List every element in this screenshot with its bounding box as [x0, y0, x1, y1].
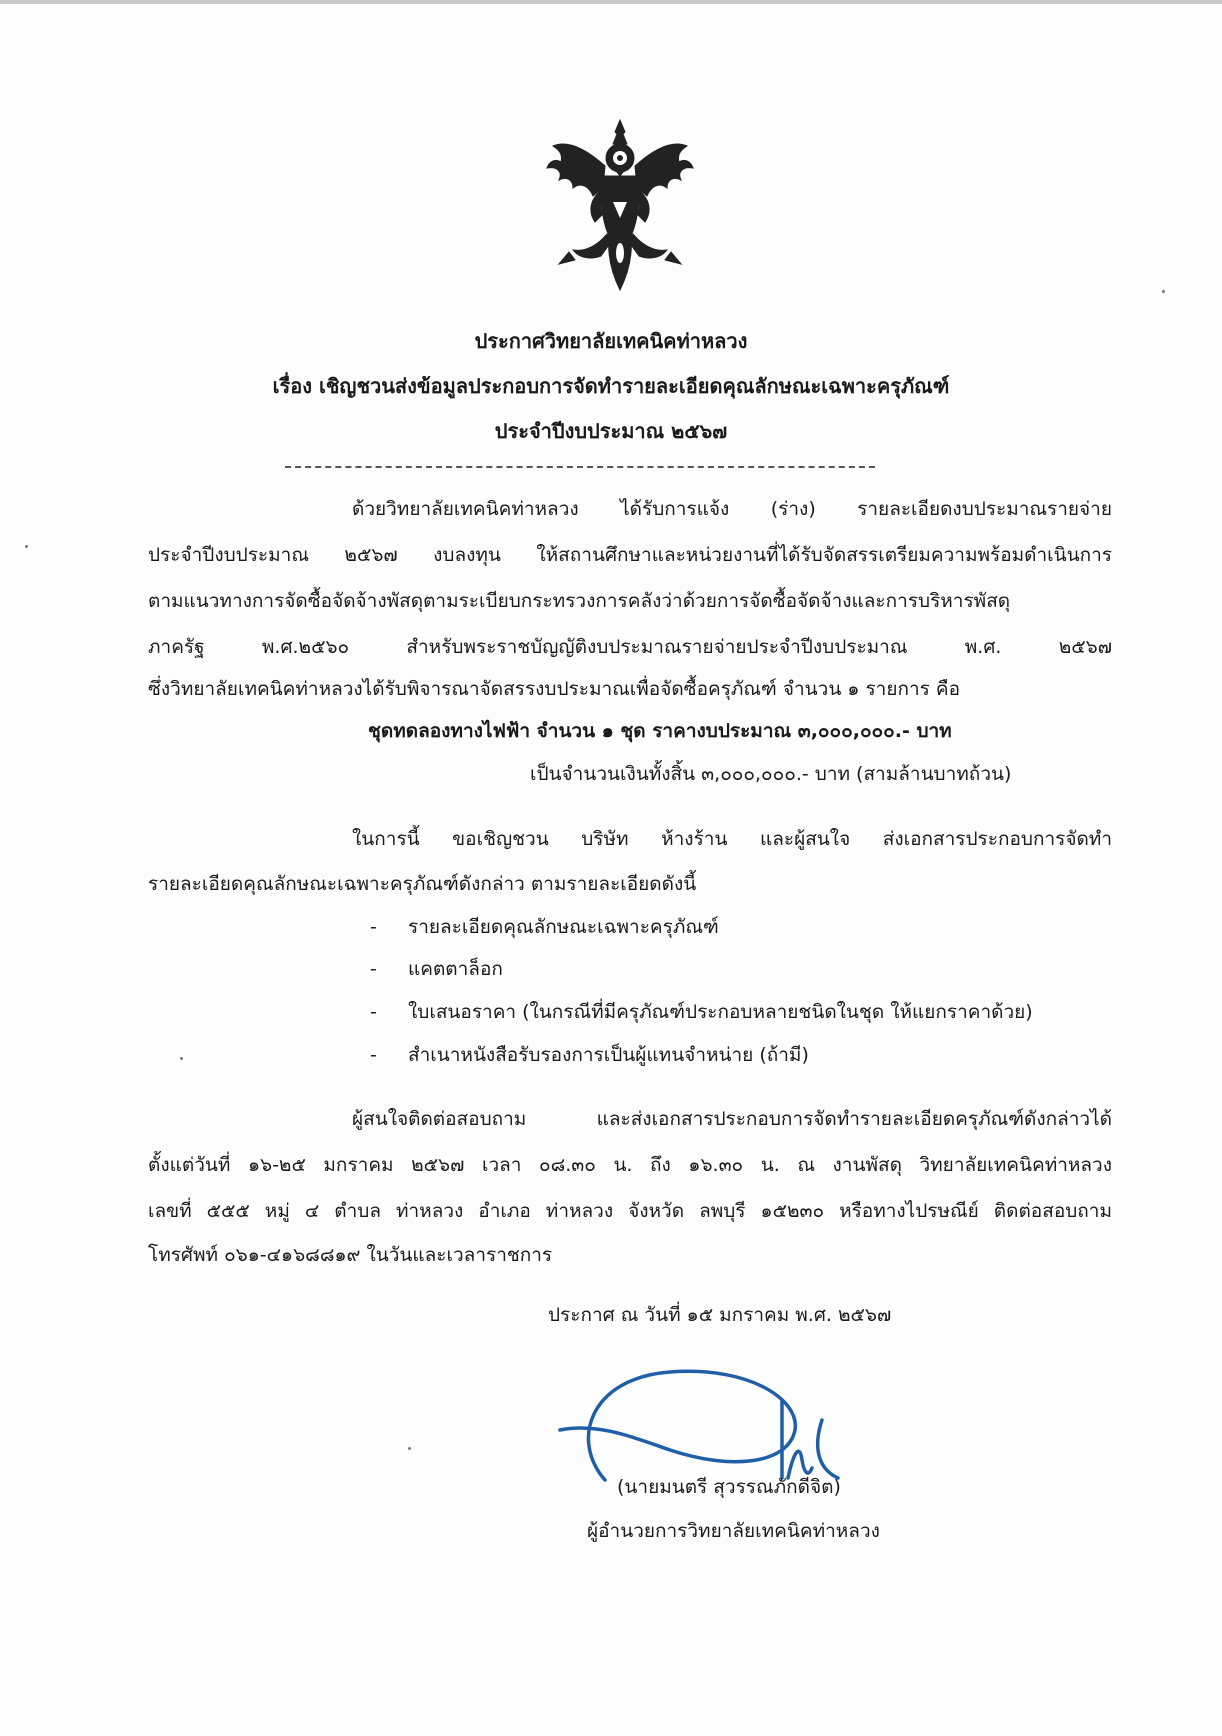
paragraph-1-line: ภาครัฐ พ.ศ.๒๕๖๐ สำหรับพระราชบัญญัติงบประมาณรายจ่ายประจำปีงบประมาณ พ.ศ. ๒๕๖๗ [148, 636, 1112, 658]
paragraph-1-line: ประจำปีงบประมาณ ๒๕๖๗ งบลงทุน ให้สถานศึกษาและหน่วยงานที่ได้รับจัดสรรเตรียมความพร้อมดำเนินการ [148, 544, 1112, 566]
paragraph-1-line: ด้วยวิทยาลัยเทคนิคท่าหลวง ได้รับการแจ้ง (ร่าง) รายละเอียดงบประมาณรายจ่าย [352, 498, 1112, 520]
list-item: รายละเอียดคุณลักษณะเฉพาะครุภัณฑ์ [408, 916, 719, 938]
paragraph-2-line: ในการนี้ ขอเชิญชวน บริษัท ห้างร้าน และผู้สนใจ ส่งเอกสารประกอบการจัดทำ [352, 828, 1112, 850]
paragraph-1-line: ตามแนวทางการจัดซื้อจัดจ้างพัสดุตามระเบียบกระทรวงการคลังว่าด้วยการจัดซื้อจัดจ้างและการบริหารพัสดุ [148, 590, 1011, 612]
signer-position: ผู้อำนวยการวิทยาลัยเทคนิคท่าหลวง [587, 1520, 880, 1542]
scan-speck [25, 545, 28, 548]
paragraph-2-line: รายละเอียดคุณลักษณะเฉพาะครุภัณฑ์ดังกล่าว ตามรายละเอียดดังนี้ [148, 873, 697, 895]
paragraph-3-line: โทรศัพท์ ๐๖๑-๔๑๖๘๘๑๙ ในวันและเวลาราชการ [148, 1244, 553, 1266]
bullet-marker: - [370, 1001, 377, 1023]
announcement-subject: เรื่อง เชิญชวนส่งข้อมูลประกอบการจัดทำรายละเอียดคุณลักษณะเฉพาะครุภัณฑ์ [272, 374, 950, 398]
scan-speck [180, 1057, 183, 1060]
bullet-marker: - [370, 958, 377, 980]
paragraph-1-line: ซึ่งวิทยาลัยเทคนิคท่าหลวงได้รับพิจารณาจัดสรรงบประมาณเพื่อจัดซื้อครุภัณฑ์ จำนวน ๑ รายการ คือ [148, 678, 960, 700]
procurement-item: ชุดทดลองทางไฟฟ้า จำนวน ๑ ชุด ราคางบประมาณ ๓,๐๐๐,๐๐๐.- บาท [368, 720, 952, 742]
list-item: แคตตาล็อก [408, 958, 503, 980]
paragraph-3-line: ตั้งแต่วันที่ ๑๖-๒๕ มกราคม ๒๕๖๗ เวลา ๐๘.๓๐ น. ถึง ๑๖.๓๐ น. ณ งานพัสดุ วิทยาลัยเทคนิคท่าหลวง [148, 1154, 1112, 1176]
signer-name: (นายมนตรี สุวรรณภักดีจิต) [617, 1476, 841, 1498]
bullet-marker: - [370, 1044, 377, 1066]
paragraph-3-line: ผู้สนใจติดต่อสอบถาม และส่งเอกสารประกอบการจัดทำรายละเอียดครุภัณฑ์ดังกล่าวได้ [352, 1108, 1112, 1130]
garuda-emblem-icon [545, 118, 695, 293]
announcement-title: ประกาศวิทยาลัยเทคนิคท่าหลวง [474, 329, 748, 353]
announcement-date: ประกาศ ณ วันที่ ๑๕ มกราคม พ.ศ. ๒๕๖๗ [548, 1304, 892, 1326]
total-amount: เป็นจำนวนเงินทั้งสิ้น ๓,๐๐๐,๐๐๐.- บาท (สามล้านบาทถ้วน) [530, 763, 1012, 785]
signature-icon [550, 1360, 870, 1498]
paragraph-3-line: เลขที่ ๕๕๕ หมู่ ๔ ตำบล ท่าหลวง อำเภอ ท่าหลวง จังหวัด ลพบุรี ๑๕๒๓๐ หรือทางไปรษณีย์ ติดต่อสอบถาม [148, 1200, 1112, 1222]
scan-speck [408, 1447, 411, 1450]
scan-speck [1162, 290, 1165, 293]
list-item: ใบเสนอราคา (ในกรณีที่มีครุภัณฑ์ประกอบหลายชนิดในชุด ให้แยกราคาด้วย) [408, 1001, 1033, 1023]
scan-top-edge [0, 0, 1222, 4]
list-item: สำเนาหนังสือรับรองการเป็นผู้แทนจำหน่าย (ถ้ามี) [408, 1044, 809, 1066]
divider-line [285, 466, 875, 468]
fiscal-year: ประจำปีงบประมาณ ๒๕๖๗ [494, 419, 728, 443]
bullet-marker: - [370, 916, 377, 938]
